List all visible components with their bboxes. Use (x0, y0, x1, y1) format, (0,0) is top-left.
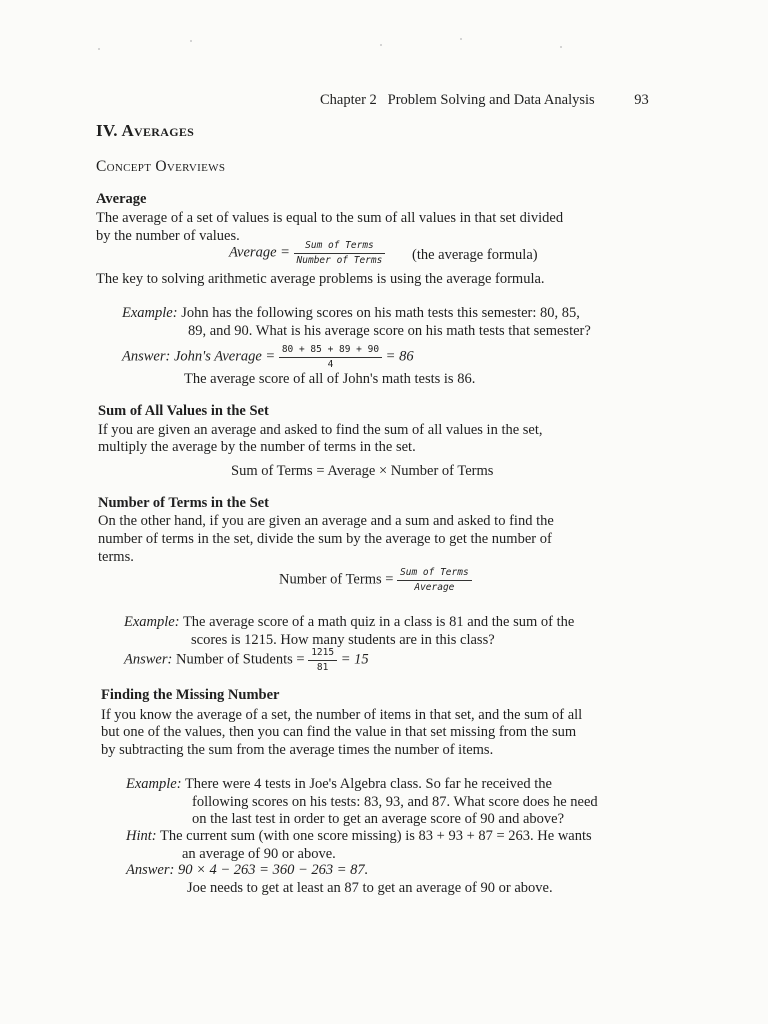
example-label: Example: (124, 614, 180, 630)
formula-fraction (294, 241, 386, 265)
formula-fraction (397, 568, 472, 592)
average-heading: Average (96, 191, 147, 207)
num-terms-text-3: terms. (98, 549, 134, 565)
section-subtitle: Concept Overviews (96, 158, 226, 175)
formula-label: Average = (229, 244, 290, 261)
example-text: There were 4 tests in Joe's Algebra class. So far he received the (184, 776, 552, 792)
answer-fraction (308, 648, 337, 672)
fraction-numerator: 80 + 85 + 89 + 90 (279, 345, 382, 358)
num-terms-heading: Number of Terms in the Set (98, 495, 269, 511)
example-text: The average score of a math quiz in a class is 81 and the sum of the (182, 614, 575, 630)
example-3-answer (126, 861, 368, 879)
num-terms-text-2: number of terms in the set, divide the sum by the average to get the number of (98, 531, 552, 547)
example-1-line-1 (122, 304, 580, 322)
fraction-numerator: Sum of Terms (294, 241, 386, 254)
answer-text: 90 × 4 − 263 = 360 − 263 = 87. (177, 862, 369, 878)
hint-label: Hint: (126, 828, 157, 844)
answer-fraction (279, 345, 382, 369)
sum-values-text-1: If you are given an average and asked to find the sum of all values in the set, (98, 422, 543, 438)
fraction-numerator: Sum of Terms (397, 568, 472, 581)
fraction-numerator: 1215 (308, 648, 337, 661)
scan-speck (380, 44, 382, 46)
missing-text-1: If you know the average of a set, the number of items in that set, and the sum of all (101, 707, 583, 723)
average-text-2: by the number of values. (96, 228, 240, 244)
sum-values-heading: Sum of All Values in the Set (98, 403, 269, 419)
answer-label: Answer: (122, 348, 171, 365)
example-3-hint-1 (126, 827, 592, 845)
example-3-line-3: on the last test in order to get an average score of 90 and above? (192, 811, 565, 827)
average-key-text: The key to solving arithmetic average problems is using the average formula. (96, 271, 545, 287)
example-1-answer (122, 345, 414, 369)
answer-lhs: Number of Students = (175, 651, 305, 668)
running-header (320, 92, 649, 109)
example-text: John has the following scores on his math tests this semester: 80, 85, (181, 305, 580, 321)
answer-lhs: John's Average = (173, 348, 276, 365)
formula-note: (the average formula) (412, 247, 538, 263)
example-1-line-2: 89, and 90. What is his average score on his math tests that semester? (188, 323, 591, 339)
scan-speck (560, 46, 562, 48)
example-3-conclusion: Joe needs to get at least an 87 to get an average of 90 or above. (187, 880, 553, 896)
num-terms-text-1: On the other hand, if you are given an average and a sum and asked to find the (98, 513, 554, 529)
missing-heading: Finding the Missing Number (101, 687, 280, 703)
scan-speck (98, 48, 100, 50)
example-label: Example: (122, 305, 178, 321)
page-number: 93 (634, 92, 649, 108)
fraction-denominator: Average (414, 581, 455, 593)
example-2-answer (124, 648, 369, 672)
example-2-line-1 (124, 613, 574, 631)
missing-text-3: by subtracting the sum from the average times the number of items. (101, 742, 494, 758)
hint-text: The current sum (with one score missing) is 83 + 93 + 87 = 263. He wants (159, 828, 592, 844)
answer-rhs: = 86 (385, 348, 414, 365)
answer-label: Answer: (126, 862, 175, 878)
example-1-conclusion: The average score of all of John's math tests is 86. (184, 371, 476, 387)
scan-speck (190, 40, 192, 42)
fraction-denominator: 4 (327, 358, 334, 370)
sum-values-text-2: multiply the average by the number of terms in the set. (98, 439, 416, 455)
example-3-line-2: following scores on his tests: 83, 93, and 87. What score does he need (192, 794, 598, 810)
average-text-1: The average of a set of values is equal to the sum of all values in that set divided (96, 210, 564, 226)
section-title: IV. Averages (96, 121, 195, 140)
example-2-line-2: scores is 1215. How many students are in this class? (191, 632, 495, 648)
answer-label: Answer: (124, 651, 173, 668)
fraction-denominator: Number of Terms (296, 254, 383, 266)
sum-values-formula: Sum of Terms = Average × Number of Terms (231, 463, 494, 479)
example-3-hint-2: an average of 90 or above. (182, 846, 336, 862)
scan-speck (460, 38, 462, 40)
fraction-denominator: 81 (316, 661, 329, 673)
chapter-title: Chapter 2 Problem Solving and Data Analysis (320, 92, 595, 108)
average-formula (229, 241, 385, 265)
missing-text-2: but one of the values, then you can find the value in that set missing from the sum (101, 724, 577, 740)
example-3-line-1 (126, 775, 552, 793)
example-label: Example: (126, 776, 182, 792)
num-terms-formula (279, 568, 472, 592)
answer-rhs: = 15 (340, 651, 369, 668)
formula-label: Number of Terms = (279, 571, 394, 588)
